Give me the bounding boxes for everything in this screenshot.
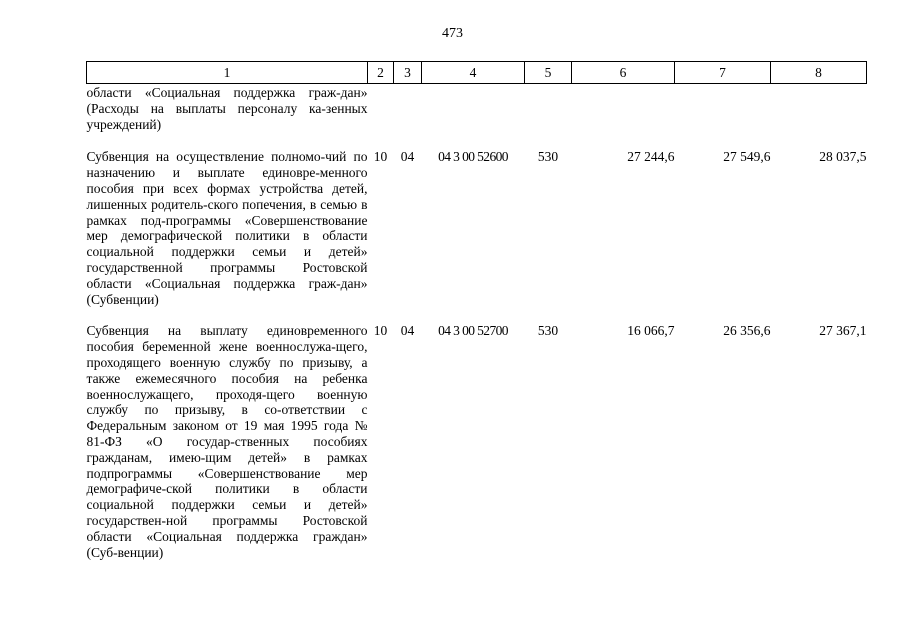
row-rz: 10 — [373, 323, 388, 339]
header-col-7: 7 — [675, 62, 771, 84]
row-csr: 04 3 00 52600 — [438, 149, 508, 165]
row-vr — [525, 84, 572, 136]
row-description: Субвенция на выплату единовременного пособия беременной жене военнослужа-щего, проходящего военную службу по призыву, а также ежемесячного пособия на ребенка военнослужащего, проходя-щего военную службу по призыву, в со-ответствии с Федеральным законом от 19 мая 1995 года № 81-ФЗ «О государ-ственных пособиях гражданам, имею-щим детей» в рамках подпрограммы «Совершенствование мер демографиче-ской политики в области социальной поддержки семьи и детей» государствен-ной программы Ростовской области «Социальная поддержка граждан» (Суб-венции) — [86, 323, 368, 560]
budget-table — [86, 61, 867, 562]
row-sum-year2: 26 356,6 — [723, 323, 771, 339]
header-col-6: 6 — [572, 62, 675, 84]
row-csr — [422, 84, 525, 136]
row-description: области «Социальная поддержка граж-дан» (Расходы на выплаты персоналу ка-зенных учреждений) — [86, 85, 368, 132]
row-pr: 04 — [400, 149, 415, 165]
row-sum-year3: 28 037,5 — [819, 149, 867, 165]
table-row — [87, 84, 867, 136]
header-col-8: 8 — [771, 62, 867, 84]
row-description: Субвенция на осуществление полномо-чий по назначению и выплате единовре-менного пособия при всех формах устройства детей, лишенных родитель-ского попечения, в семью в рамках под-программы «Совершенствование мер демографической политики в области социальной поддержки семьи и детей» государственной программы Ростовской области «Социальная поддержка граж-дан» (Субвенции) — [86, 149, 368, 307]
header-col-5: 5 — [525, 62, 572, 84]
table-row — [87, 135, 867, 309]
header-col-2: 2 — [368, 62, 394, 84]
row-sum-year1: 16 066,7 — [627, 323, 675, 339]
header-row — [87, 62, 867, 84]
table-row — [87, 309, 867, 562]
row-vr: 530 — [537, 323, 559, 339]
header-col-1: 1 — [87, 62, 368, 84]
row-sum-year2 — [675, 84, 771, 136]
row-pr: 04 — [400, 323, 415, 339]
row-sum-year1: 27 244,6 — [627, 149, 675, 165]
row-vr: 530 — [537, 149, 559, 165]
header-col-3: 3 — [394, 62, 422, 84]
row-sum-year3 — [771, 84, 867, 136]
row-rz — [368, 84, 394, 136]
page-number: 473 — [442, 26, 463, 41]
row-rz: 10 — [373, 149, 388, 165]
row-sum-year3: 27 367,1 — [819, 323, 867, 339]
header-col-4: 4 — [422, 62, 525, 84]
row-pr — [394, 84, 422, 136]
row-csr: 04 3 00 52700 — [438, 323, 508, 339]
row-sum-year1 — [572, 84, 675, 136]
row-sum-year2: 27 549,6 — [723, 149, 771, 165]
